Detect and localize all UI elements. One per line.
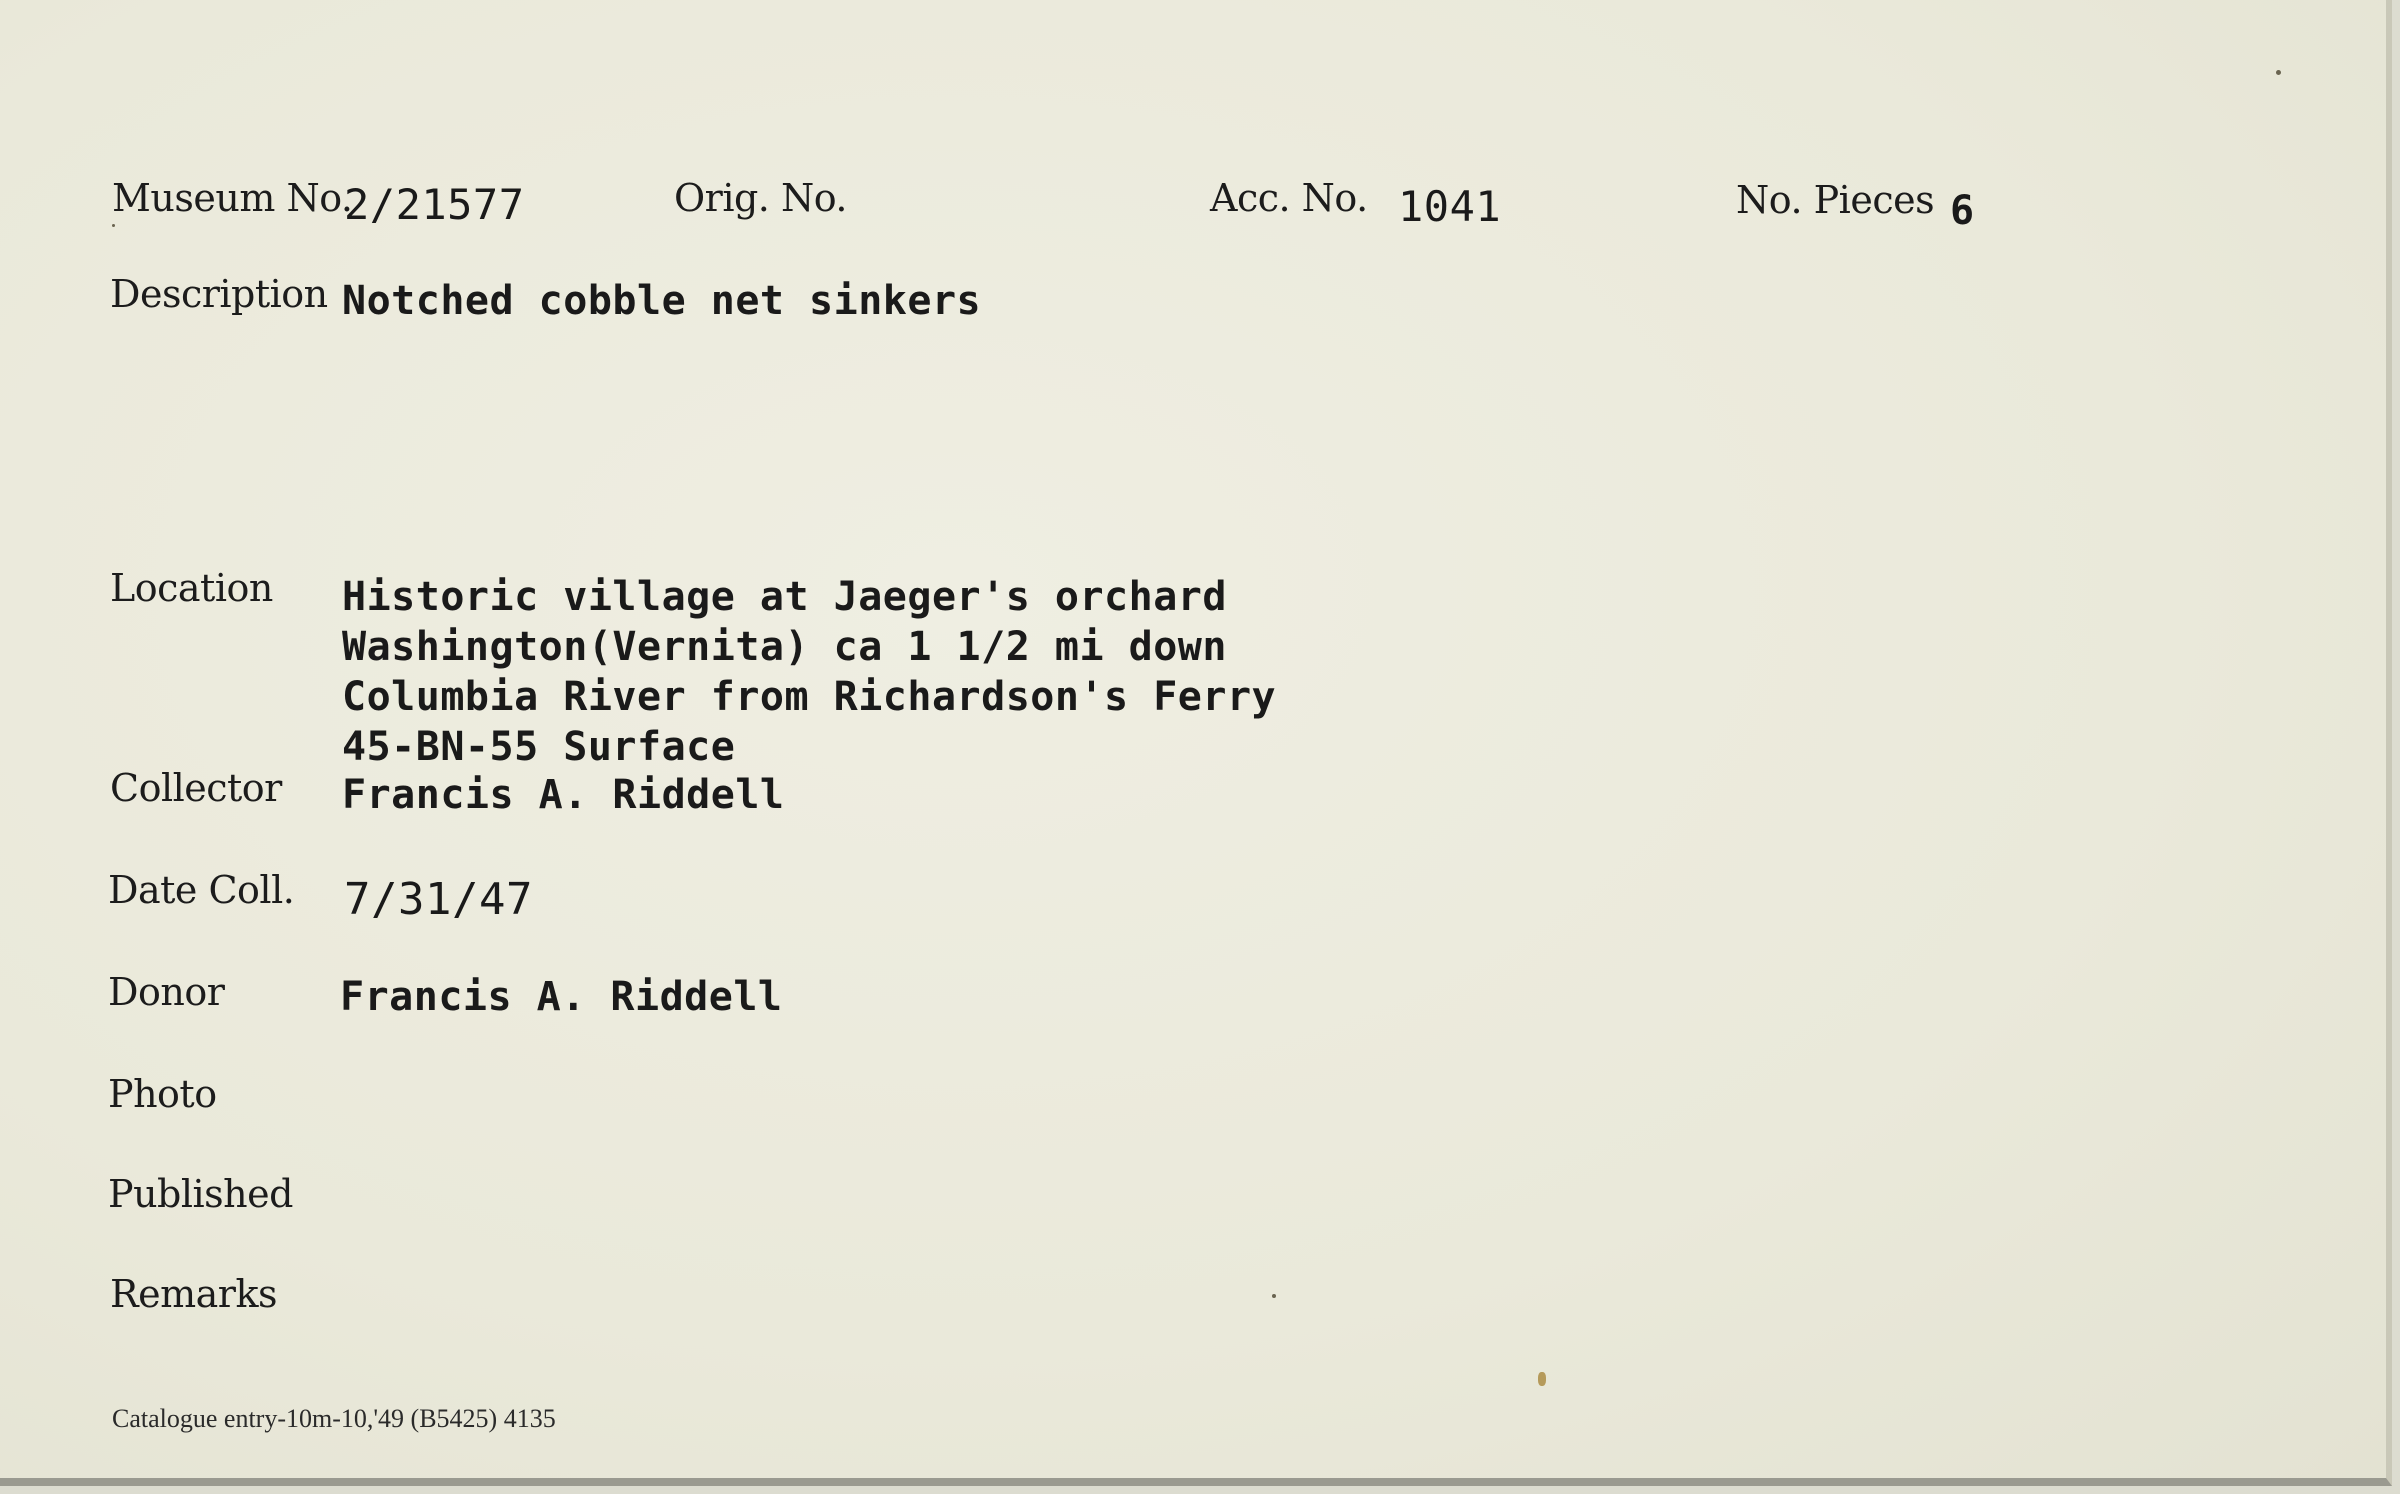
museum-no-label: Museum No. [112,176,353,220]
date-coll-value: 7/31/47 [344,874,533,925]
catalogue-footer: Catalogue entry-10m-10,'49 (B5425) 4135 [112,1404,556,1433]
paper-speck [2276,70,2281,75]
location-line: Washington(Vernita) ca 1 1/2 mi down [342,624,1227,670]
description-label: Description [110,272,328,316]
collector-value: Francis A. Riddell [342,772,785,818]
no-pieces-label: No. Pieces [1736,178,1935,222]
no-pieces-value: 6 [1950,188,1975,234]
date-coll-label: Date Coll. [108,868,295,912]
collector-label: Collector [110,766,282,810]
location-value [342,572,1276,772]
photo-label: Photo [108,1072,217,1116]
location-line: Columbia River from Richardson's Ferry [342,674,1277,720]
location-line: 45-BN-55 Surface [342,724,736,770]
location-label: Location [110,566,273,610]
paper-speck [112,224,115,227]
location-line: Historic village at Jaeger's orchard [342,574,1227,620]
museum-no-value: 2/21577 [344,180,525,229]
donor-label: Donor [108,970,225,1014]
remarks-label: Remarks [110,1272,277,1316]
paper-speck [1538,1372,1546,1386]
published-label: Published [108,1172,293,1216]
paper-speck [1272,1294,1276,1298]
acc-no-value: 1041 [1398,182,1502,231]
description-value: Notched cobble net sinkers [342,278,982,324]
acc-no-label: Acc. No. [1210,176,1368,220]
orig-no-label: Orig. No. [674,176,847,220]
donor-value: Francis A. Riddell [340,974,783,1020]
